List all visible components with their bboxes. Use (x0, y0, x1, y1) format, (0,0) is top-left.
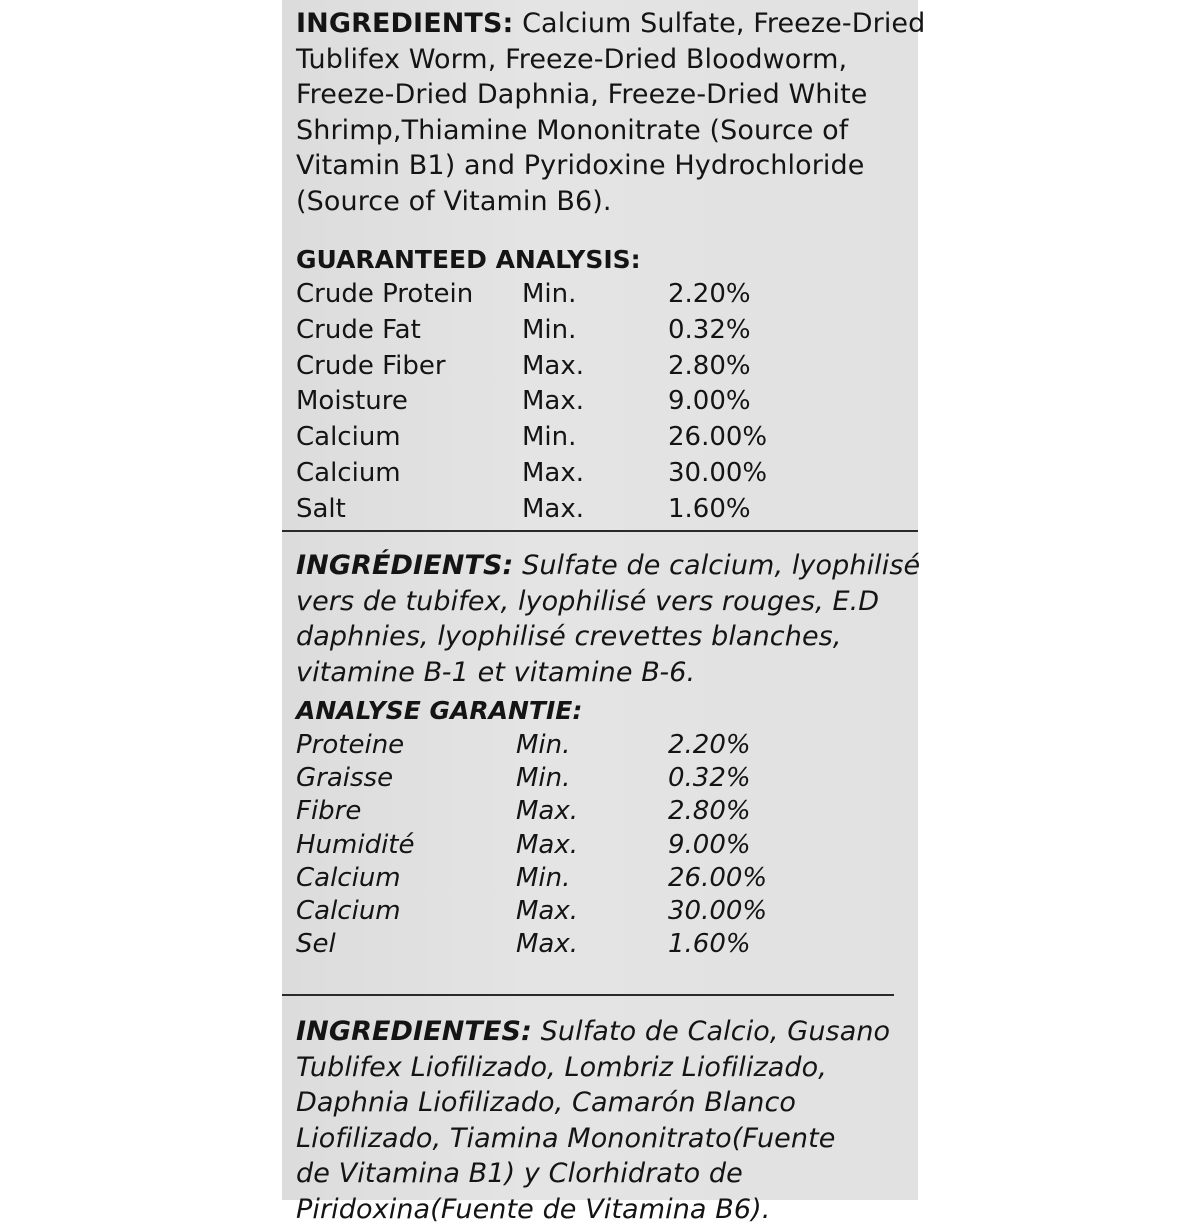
nutrient-name: Humidité (296, 830, 415, 860)
nutrient-value: 1.60% (668, 494, 751, 524)
limit-type: Max. (516, 929, 578, 959)
spanish-ingredient-text: Liofilizado, Tiamina Mononitrato(Fuente (296, 1121, 890, 1157)
analysis-row (296, 929, 896, 962)
french-analysis-heading: ANALYSE GARANTIE: (296, 694, 896, 728)
french-ingredient-text: vitamine B-1 et vitamine B-6. (296, 655, 920, 691)
english-ingredients (296, 6, 925, 219)
analysis-row (296, 796, 896, 829)
analysis-row (296, 458, 896, 494)
analysis-row (296, 422, 896, 458)
spanish-ingredient-text: Sulfato de Calcio, Gusano (541, 1016, 891, 1047)
nutrient-name: Calcium (296, 896, 401, 926)
spanish-ingredient-text: Piridoxina(Fuente de Vitamina B6). (296, 1192, 890, 1227)
nutrient-value: 26.00% (668, 422, 767, 452)
english-ingredient-text: Calcium Sulfate, Freeze-Dried (522, 8, 925, 39)
limit-type: Max. (522, 494, 584, 524)
analysis-row (296, 763, 896, 796)
english-ingredient-text: (Source of Vitamin B6). (296, 184, 925, 220)
nutrient-value: 26.00% (668, 863, 767, 893)
english-ingredients-line (296, 6, 925, 42)
english-ingredient-text: Shrimp,Thiamine Mononitrate (Source of (296, 113, 925, 149)
spanish-ingredients-line (296, 1014, 890, 1050)
french-ingredient-text: vers de tubifex, lyophilisé vers rouges, E.D (296, 584, 920, 620)
limit-type: Min. (522, 422, 576, 452)
nutrient-name: Graisse (296, 763, 393, 793)
french-ingredients-line (296, 548, 920, 584)
nutrient-value: 2.20% (668, 730, 751, 760)
limit-type: Max. (516, 896, 578, 926)
english-ingredient-text: Vitamin B1) and Pyridoxine Hydrochloride (296, 148, 925, 184)
french-ingredients-heading: INGRÉDIENTS: (296, 550, 513, 581)
nutrient-value: 2.20% (668, 279, 751, 309)
section-divider (282, 994, 894, 996)
nutrient-name: Crude Fiber (296, 351, 446, 381)
nutrient-name: Sel (296, 929, 336, 959)
english-analysis (296, 243, 896, 530)
nutrient-value: 30.00% (668, 896, 767, 926)
analysis-row (296, 896, 896, 929)
nutrient-value: 9.00% (668, 386, 751, 416)
spanish-ingredient-text: de Vitamina B1) y Clorhidrato de (296, 1156, 890, 1192)
limit-type: Min. (516, 763, 570, 793)
analysis-row (296, 863, 896, 896)
analysis-row (296, 830, 896, 863)
limit-type: Max. (522, 458, 584, 488)
limit-type: Max. (516, 796, 578, 826)
nutrient-name: Fibre (296, 796, 361, 826)
nutrient-value: 1.60% (668, 929, 751, 959)
ingredient-label-panel (282, 0, 918, 1200)
analysis-row (296, 279, 896, 315)
nutrient-value: 30.00% (668, 458, 767, 488)
nutrient-value: 0.32% (668, 763, 751, 793)
nutrient-name: Proteine (296, 730, 404, 760)
limit-type: Min. (522, 315, 576, 345)
analysis-row (296, 730, 896, 763)
english-ingredient-text: Freeze-Dried Daphnia, Freeze-Dried White (296, 77, 925, 113)
spanish-ingredient-text: Tublifex Liofilizado, Lombriz Liofilizado, (296, 1050, 890, 1086)
nutrient-value: 0.32% (668, 315, 751, 345)
nutrient-value: 9.00% (668, 830, 751, 860)
french-ingredient-text: daphnies, lyophilisé crevettes blanches, (296, 619, 920, 655)
nutrient-name: Calcium (296, 458, 401, 488)
limit-type: Min. (522, 279, 576, 309)
english-analysis-table (296, 279, 896, 530)
nutrient-name: Crude Fat (296, 315, 421, 345)
analysis-row (296, 386, 896, 422)
spanish-ingredients (296, 1014, 890, 1227)
limit-type: Max. (522, 351, 584, 381)
nutrient-value: 2.80% (668, 351, 751, 381)
section-divider (282, 530, 918, 532)
english-ingredients-heading: INGREDIENTS: (296, 8, 513, 39)
nutrient-name: Calcium (296, 422, 401, 452)
limit-type: Min. (516, 730, 570, 760)
limit-type: Max. (516, 830, 578, 860)
french-ingredients (296, 548, 920, 690)
limit-type: Max. (522, 386, 584, 416)
nutrient-name: Salt (296, 494, 346, 524)
english-analysis-heading: GUARANTEED ANALYSIS: (296, 243, 896, 277)
nutrient-name: Moisture (296, 386, 408, 416)
french-ingredient-text: Sulfate de calcium, lyophilisé (522, 550, 920, 581)
english-ingredient-text: Tublifex Worm, Freeze-Dried Bloodworm, (296, 42, 925, 78)
french-analysis-table (296, 730, 896, 962)
french-analysis (296, 694, 896, 962)
analysis-row (296, 351, 896, 387)
spanish-ingredient-text: Daphnia Liofilizado, Camarón Blanco (296, 1085, 890, 1121)
limit-type: Min. (516, 863, 570, 893)
analysis-row (296, 494, 896, 530)
analysis-row (296, 315, 896, 351)
nutrient-value: 2.80% (668, 796, 751, 826)
nutrient-name: Crude Protein (296, 279, 473, 309)
spanish-ingredients-heading: INGREDIENTES: (296, 1016, 532, 1047)
nutrient-name: Calcium (296, 863, 401, 893)
